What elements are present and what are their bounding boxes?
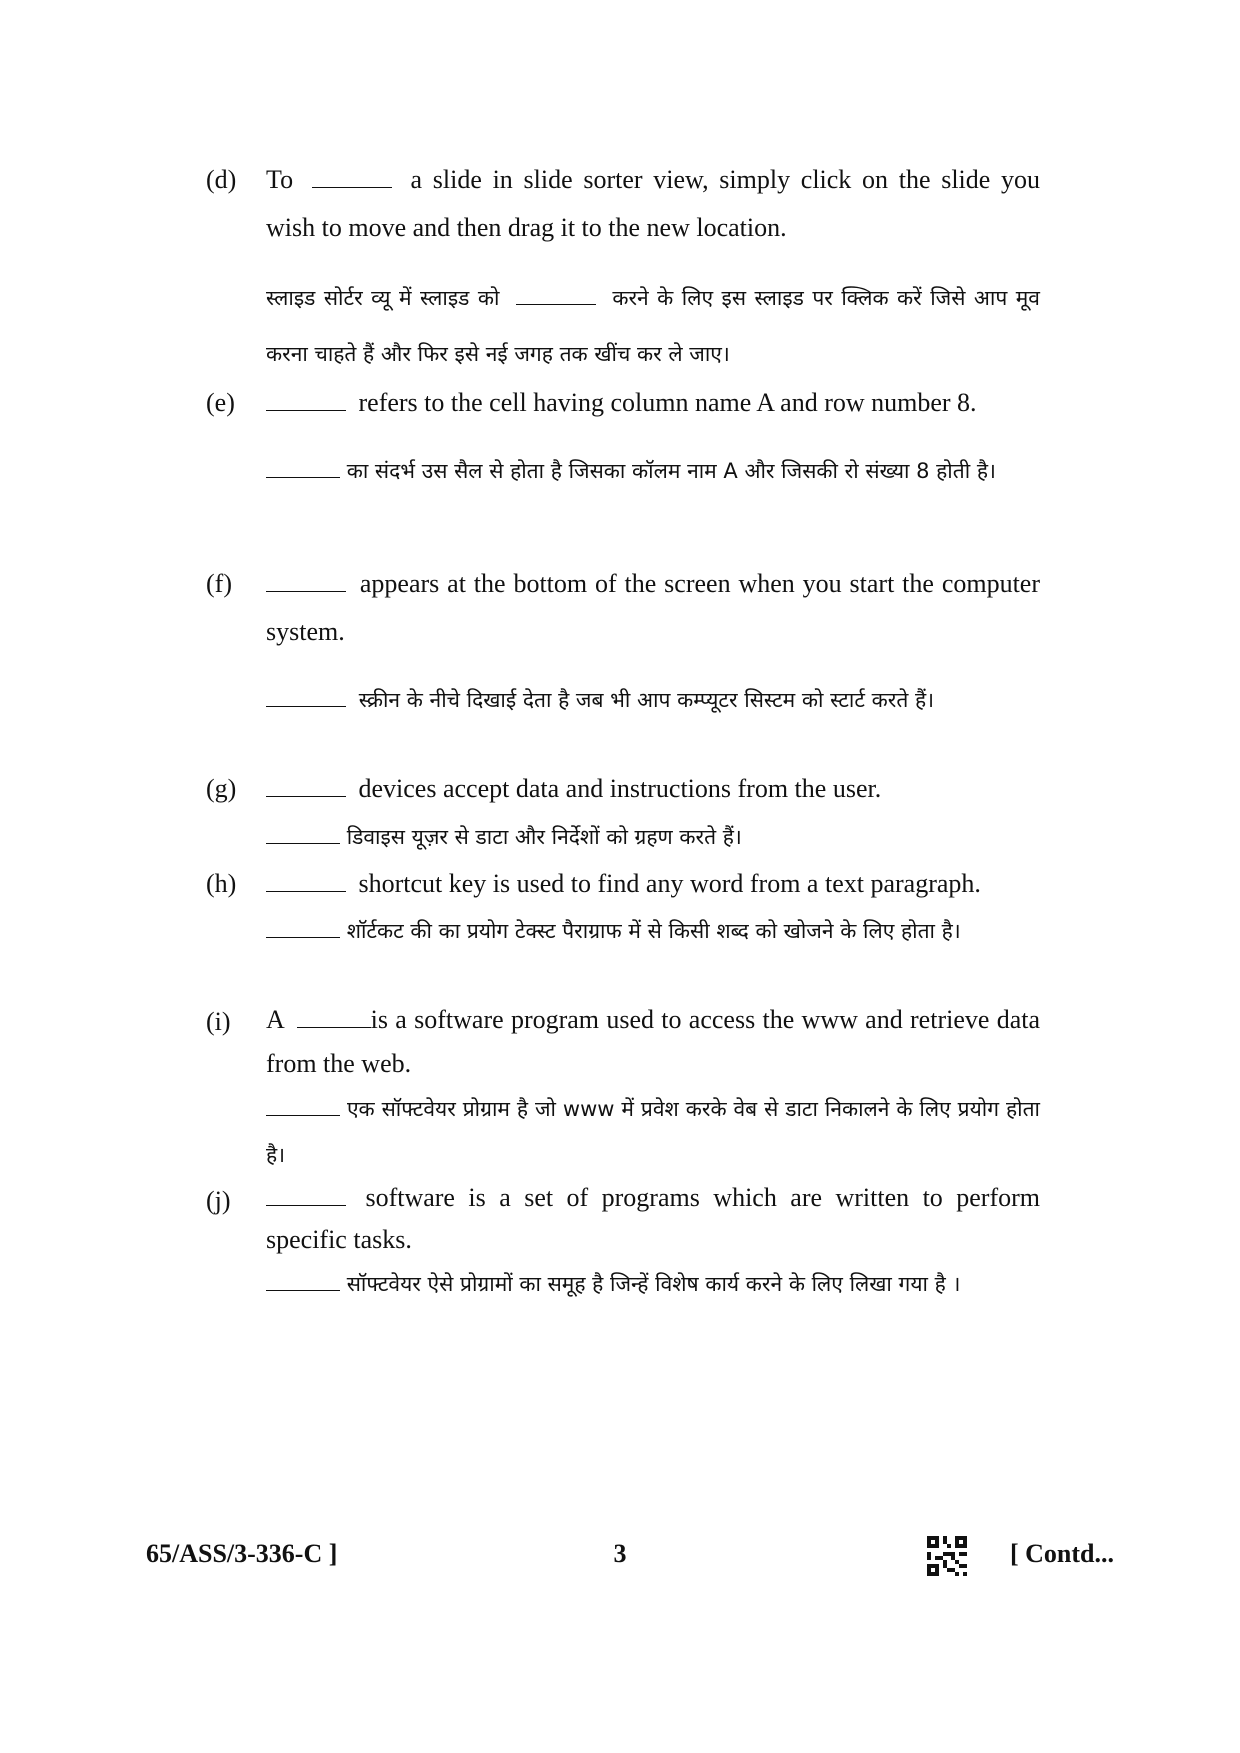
question-j — [206, 1177, 1040, 1307]
text-segment: का संदर्भ उस सैल से होता है जिसका कॉलम नाम A और जिसकी रो संख्या 8 होती है। — [346, 459, 996, 483]
question-f — [206, 560, 1040, 728]
text-segment: shortcut key is used to find any word from a text paragraph. — [358, 869, 981, 898]
text-segment: डिवाइस यूज़र से डाटा और निर्देशों को ग्रहण करते हैं। — [346, 825, 742, 849]
question-label: (h) — [206, 869, 237, 898]
question-text-hindi — [266, 1261, 1040, 1307]
answer-blank — [266, 842, 340, 844]
question-label: (g) — [206, 774, 237, 803]
text-segment: refers to the cell having column name A and row number 8. — [358, 388, 977, 417]
page-number: 3 — [613, 1539, 627, 1568]
question-label: (e) — [206, 388, 235, 417]
question-text-hindi — [266, 1086, 1040, 1178]
question-text-english — [266, 1177, 1040, 1261]
paper-code: 65/ASS/3-336-C ] — [146, 1539, 338, 1568]
question-label: (f) — [206, 569, 232, 598]
continued-marker: [ Contd... — [1010, 1539, 1115, 1568]
answer-blank — [266, 795, 346, 797]
text-segment: सॉफ्टवेयर ऐसे प्रोग्रामों का समूह है जिन्हें विशेष कार्य करने के लिए लिखा गया है । — [346, 1272, 961, 1296]
answer-blank — [516, 303, 596, 305]
question-text-hindi — [266, 813, 1040, 861]
answer-blank — [266, 409, 346, 411]
text-segment: appears at the bottom of the screen when you start the computer system. — [266, 569, 1041, 646]
text-segment: is a software program used to access the www and retrieve data from the web. — [266, 1005, 1041, 1078]
answer-blank — [266, 590, 346, 592]
text-segment: To — [266, 165, 294, 194]
answer-blank — [297, 1026, 371, 1028]
answer-blank — [266, 1114, 340, 1116]
question-label: (i) — [206, 1007, 231, 1036]
answer-blank — [312, 186, 392, 188]
text-segment: software is a set of programs which are written to perform specific tasks. — [266, 1183, 1040, 1254]
question-text-english — [266, 860, 1040, 908]
question-e — [206, 379, 1040, 499]
question-text-hindi — [266, 908, 1040, 954]
question-label: (j) — [206, 1186, 231, 1215]
answer-blank — [266, 936, 340, 938]
question-text-english — [266, 560, 1040, 656]
question-label: (d) — [206, 165, 237, 194]
text-segment: एक सॉफ्टवेयर प्रोग्राम है जो www में प्रवेश करके वेब से डाटा निकालने के लिए प्रयोग होता है। — [266, 1097, 1040, 1167]
text-segment: शॉर्टकट की का प्रयोग टेक्स्ट पैराग्राफ में से किसी शब्द को खोजने के लिए होता है। — [346, 919, 961, 943]
question-text-english — [266, 765, 1040, 813]
question-text-hindi — [266, 672, 1040, 728]
question-d — [206, 156, 1040, 382]
question-text-english — [266, 379, 1040, 427]
question-i — [206, 998, 1040, 1178]
text-segment: A — [266, 1005, 284, 1034]
question-text-hindi — [266, 443, 1040, 499]
question-text-english — [266, 156, 1040, 252]
text-segment: स्लाइड सोर्टर व्यू में स्लाइड को — [266, 286, 500, 310]
text-segment: devices accept data and instructions from the user. — [358, 774, 882, 803]
qr-code-icon — [927, 1536, 967, 1576]
answer-blank — [266, 705, 346, 707]
text-segment: करने के लिए इस स्लाइड पर क्लिक करें जिसे आप मूव करना चाहते हैं और फिर इसे नई जगह तक खींच कर ले जाए। — [266, 286, 1040, 366]
text-segment: a slide in slide sorter view, simply click on the slide you wish to move and then drag it to the new location. — [266, 165, 1041, 242]
answer-blank — [266, 1204, 346, 1206]
question-h — [206, 860, 1040, 954]
question-text-hindi — [266, 270, 1040, 382]
question-g — [206, 765, 1040, 861]
text-segment: स्क्रीन के नीचे दिखाई देता है जब भी आप कम्प्यूटर सिस्टम को स्टार्ट करते हैं। — [358, 688, 935, 712]
answer-blank — [266, 476, 340, 478]
answer-blank — [266, 1289, 340, 1291]
question-text-english — [266, 998, 1040, 1086]
answer-blank — [266, 890, 346, 892]
